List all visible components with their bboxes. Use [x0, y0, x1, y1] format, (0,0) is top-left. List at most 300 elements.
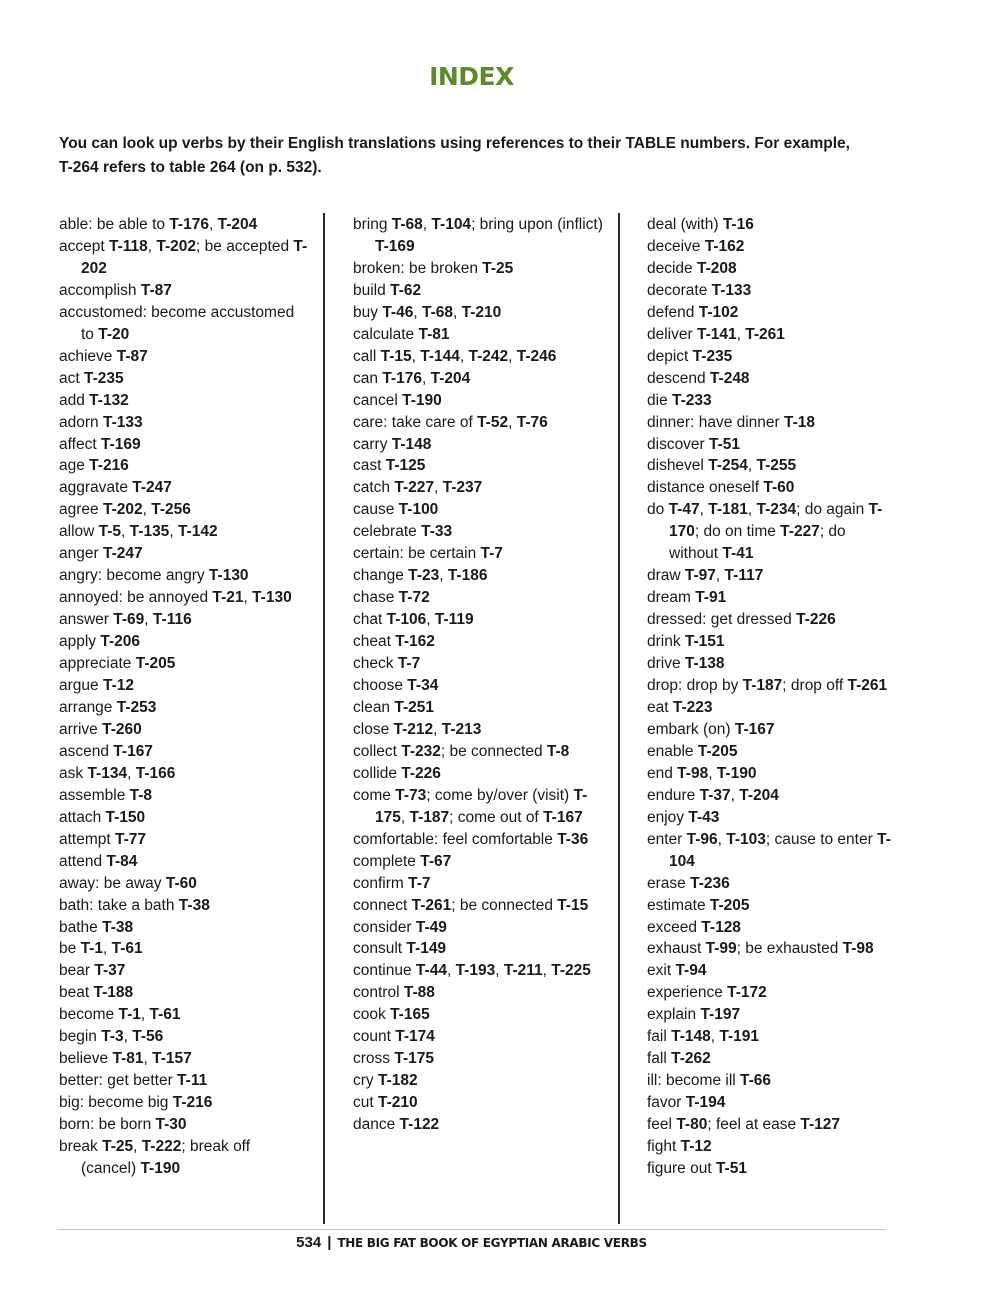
table-reference: T-97	[684, 567, 716, 585]
entry-text: born: be born	[59, 1116, 156, 1134]
index-entry	[353, 368, 603, 390]
table-reference: T-7	[408, 874, 431, 892]
table-reference: T-202	[81, 237, 308, 277]
table-reference: T-106	[386, 611, 427, 629]
index-entry	[59, 543, 309, 565]
entry-text: dishevel	[647, 457, 709, 475]
table-reference: T-76	[516, 413, 548, 431]
entry-text: ; be exhausted	[736, 940, 843, 958]
index-entry	[59, 675, 309, 697]
entry-text: age	[59, 457, 90, 475]
footer-separator: |	[327, 1234, 332, 1251]
entry-text: attach	[59, 808, 106, 826]
entry-text: exhaust	[647, 940, 706, 958]
table-reference: T-176	[169, 216, 209, 233]
index-entry	[647, 587, 897, 609]
entry-text: ,	[730, 786, 740, 804]
table-reference: T-12	[102, 677, 134, 695]
table-reference: T-261	[411, 896, 452, 914]
index-entry	[59, 719, 309, 741]
entry-text: enable	[647, 742, 698, 760]
table-reference: T-52	[477, 413, 509, 431]
entry-text: consider	[353, 918, 416, 936]
table-reference: T-174	[395, 1028, 435, 1046]
index-entry	[59, 346, 309, 368]
index-entry	[647, 1026, 897, 1048]
table-reference: T-204	[217, 216, 258, 233]
table-reference: T-47	[668, 501, 700, 519]
table-reference: T-77	[115, 830, 147, 848]
index-entry	[647, 390, 897, 412]
entry-text: collect	[353, 742, 402, 760]
entry-text: attend	[59, 852, 107, 870]
entry-text: ,	[142, 501, 152, 519]
index-entry	[647, 236, 897, 258]
entry-text: ,	[433, 720, 442, 738]
entry-text: beat	[59, 984, 94, 1002]
entry-text: big: become big	[59, 1094, 173, 1112]
index-entry	[59, 873, 309, 895]
entry-text: exit	[647, 962, 676, 980]
index-entry	[647, 258, 897, 280]
table-reference: T-253	[116, 698, 157, 716]
table-reference: T-104	[431, 216, 472, 233]
index-entry	[59, 653, 309, 675]
table-reference: T-134	[87, 764, 128, 782]
index-entry	[353, 631, 603, 653]
entry-text: connect	[353, 896, 412, 914]
entry-text: ; bring upon (inflict)	[471, 216, 603, 233]
table-reference: T-162	[704, 237, 745, 255]
entry-text: annoyed: be annoyed	[59, 589, 213, 607]
entry-text: dance	[353, 1116, 400, 1134]
page-footer	[0, 1234, 943, 1251]
entry-text: end	[647, 764, 678, 782]
entry-text: do	[647, 501, 669, 519]
entry-text: ,	[736, 325, 746, 343]
entry-text: care: take care of	[353, 413, 478, 431]
table-reference: T-56	[132, 1028, 164, 1046]
table-reference: T-237	[442, 479, 483, 497]
index-entry	[59, 982, 309, 1004]
entry-text: count	[353, 1028, 396, 1046]
table-reference: T-141	[696, 325, 737, 343]
table-reference: T-256	[151, 501, 191, 519]
entry-text: cry	[353, 1072, 378, 1090]
entry-text: ,	[411, 347, 421, 365]
table-reference: T-80	[676, 1116, 708, 1134]
index-entry	[353, 346, 603, 368]
index-entry	[59, 236, 309, 280]
entry-text: close	[353, 720, 394, 738]
entry-text: cheat	[353, 633, 396, 651]
entry-text: ; be connected	[451, 896, 558, 914]
index-entry	[353, 938, 603, 960]
entry-text: ,	[452, 303, 462, 321]
index-entry	[647, 631, 897, 653]
table-reference: T-138	[684, 655, 725, 673]
table-reference: T-222	[141, 1138, 182, 1156]
table-reference: T-96	[686, 830, 718, 848]
index-entry	[647, 785, 897, 807]
table-reference: T-102	[698, 303, 739, 321]
table-reference: T-127	[800, 1116, 841, 1134]
table-reference: T-149	[406, 940, 447, 958]
table-reference: T-41	[722, 545, 754, 563]
table-reference: T-204	[430, 369, 471, 387]
index-entry	[353, 390, 603, 412]
index-entry	[647, 719, 897, 741]
entry-text: change	[353, 567, 409, 585]
table-reference: T-150	[105, 808, 146, 826]
entry-text: aggravate	[59, 479, 133, 497]
entry-text: ,	[426, 611, 435, 629]
index-entry	[353, 565, 603, 587]
table-reference: T-205	[697, 742, 738, 760]
table-reference: T-8	[129, 786, 153, 804]
table-reference: T-190	[716, 764, 757, 782]
table-reference: T-118	[108, 237, 148, 255]
index-entry	[59, 917, 309, 939]
table-reference: T-66	[740, 1072, 772, 1090]
index-entry	[59, 763, 309, 785]
table-reference: T-38	[178, 896, 210, 914]
table-reference: T-202	[156, 237, 197, 255]
entry-text: break	[59, 1138, 103, 1156]
index-entry	[647, 1136, 897, 1158]
index-entry	[59, 829, 309, 851]
table-reference: T-193	[455, 962, 496, 980]
table-reference: T-151	[684, 633, 725, 651]
entry-text: ; feel at ease	[707, 1116, 801, 1134]
table-reference: T-227	[780, 523, 820, 541]
table-reference: T-60	[165, 874, 197, 892]
table-reference: T-36	[557, 830, 589, 848]
table-reference: T-49	[415, 918, 447, 936]
entry-text: ,	[508, 347, 517, 365]
entry-text: ; cause to enter	[765, 830, 878, 848]
entry-text: check	[353, 655, 398, 673]
entry-text: erase	[647, 874, 691, 892]
index-entry	[647, 346, 897, 368]
table-reference: T-104	[669, 830, 891, 870]
index-entry	[353, 280, 603, 302]
entry-text: ,	[133, 1138, 142, 1156]
index-entry	[647, 477, 897, 499]
entry-text: can	[353, 369, 383, 387]
table-reference: T-205	[135, 655, 176, 673]
index-entry	[647, 653, 897, 675]
table-reference: T-62	[390, 281, 422, 299]
table-reference: T-162	[395, 633, 435, 651]
index-entry	[59, 1026, 309, 1048]
entry-text: achieve	[59, 347, 117, 365]
entry-text: drop: drop by	[647, 677, 743, 695]
index-entry	[59, 434, 309, 456]
entry-text: better: get better	[59, 1072, 178, 1090]
table-reference: T-261	[745, 325, 785, 343]
entry-text: accomplish	[59, 281, 141, 299]
entry-text: ,	[747, 457, 757, 475]
table-reference: T-248	[709, 369, 750, 387]
index-entry	[647, 609, 897, 631]
index-entry	[59, 214, 309, 236]
entry-text: arrive	[59, 720, 103, 738]
table-reference: T-119	[434, 611, 474, 629]
index-entry	[59, 851, 309, 873]
index-entry	[353, 477, 603, 499]
entry-text: accept	[59, 237, 109, 255]
entry-text: ; come by/over (visit)	[426, 786, 574, 804]
entry-text: distance oneself	[647, 479, 764, 497]
entry-text: ask	[59, 764, 88, 782]
entry-text: bath: take a bath	[59, 896, 179, 914]
entry-text: anger	[59, 545, 103, 563]
entry-text: ; be connected	[440, 742, 547, 760]
index-entry	[59, 280, 309, 302]
entry-text: die	[647, 391, 672, 409]
entry-text: ,	[147, 237, 157, 255]
entry-text: carry	[353, 435, 392, 453]
table-reference: T-135	[129, 523, 170, 541]
table-reference: T-157	[152, 1050, 192, 1068]
entry-text: ,	[169, 523, 178, 541]
index-entry	[353, 587, 603, 609]
table-reference: T-69	[113, 611, 145, 629]
table-reference: T-8	[546, 742, 570, 760]
entry-text: celebrate	[353, 523, 422, 541]
entry-text: come	[353, 786, 396, 804]
column-divider	[323, 213, 325, 1224]
entry-text: cut	[353, 1094, 378, 1112]
entry-text: explain	[647, 1006, 701, 1024]
index-entry	[353, 258, 603, 280]
index-entry	[353, 499, 603, 521]
entry-text: ,	[542, 962, 552, 980]
entry-text: experience	[647, 984, 728, 1002]
table-reference: T-103	[726, 830, 766, 848]
entry-text: ,	[508, 413, 517, 431]
entry-text: ,	[710, 1028, 720, 1046]
index-entry	[353, 412, 603, 434]
entry-text: ,	[717, 830, 727, 848]
entry-text: control	[353, 984, 404, 1002]
index-entry	[353, 829, 603, 851]
table-reference: T-232	[401, 742, 441, 760]
entry-text: estimate	[647, 896, 710, 914]
entry-text: ; be accepted	[196, 237, 294, 255]
index-entry	[353, 324, 603, 346]
table-reference: T-247	[132, 479, 172, 497]
index-entry	[647, 807, 897, 829]
table-reference: T-1	[80, 940, 103, 958]
table-reference: T-235	[692, 347, 733, 365]
entry-text: ,	[121, 523, 130, 541]
index-entry	[353, 895, 603, 917]
entry-text: bear	[59, 962, 95, 980]
entry-text: ,	[243, 589, 253, 607]
index-entry	[353, 982, 603, 1004]
table-reference: T-88	[403, 984, 435, 1002]
entry-text: ,	[422, 216, 432, 233]
entry-text: cook	[353, 1006, 391, 1024]
table-reference: T-98	[677, 764, 709, 782]
entry-text: become	[59, 1006, 119, 1024]
entry-text: endure	[647, 786, 700, 804]
index-entry	[353, 785, 603, 829]
entry-text: comfortable: feel comfortable	[353, 830, 558, 848]
entry-text: choose	[353, 677, 408, 695]
entry-text: ,	[715, 567, 725, 585]
table-reference: T-100	[398, 501, 439, 519]
table-reference: T-148	[391, 435, 432, 453]
table-reference: T-68	[391, 216, 423, 233]
entry-text: argue	[59, 677, 103, 695]
table-reference: T-205	[709, 896, 750, 914]
table-reference: T-44	[415, 962, 447, 980]
table-reference: T-11	[177, 1072, 208, 1090]
table-reference: T-187	[409, 808, 450, 826]
index-entry	[647, 499, 897, 565]
intro-paragraph: You can look up verbs by their English translations using references to their TABLE numbers. For example, T-264 refers to table 264 (on p. 532).	[59, 135, 850, 176]
table-reference: T-67	[420, 852, 452, 870]
index-entry	[353, 960, 603, 982]
index-entry	[353, 1048, 603, 1070]
table-reference: T-235	[83, 369, 124, 387]
table-reference: T-37	[94, 962, 126, 980]
index-entry	[59, 1004, 309, 1026]
footer-rule	[57, 1229, 886, 1230]
table-reference: T-94	[675, 962, 707, 980]
index-entry	[647, 214, 897, 236]
entry-text: broken: be broken	[353, 259, 483, 277]
entry-text: allow	[59, 523, 99, 541]
index-entry	[353, 917, 603, 939]
index-entry	[647, 324, 897, 346]
table-reference: T-187	[742, 677, 783, 695]
entry-text: cancel	[353, 391, 403, 409]
table-reference: T-188	[93, 984, 134, 1002]
entry-text: begin	[59, 1028, 102, 1046]
table-reference: T-227	[394, 479, 434, 497]
entry-text: dream	[647, 589, 696, 607]
table-reference: T-212	[393, 720, 434, 738]
entry-text: enjoy	[647, 808, 689, 826]
table-reference: T-133	[102, 413, 143, 431]
entry-text: bring	[353, 216, 392, 233]
table-reference: T-12	[680, 1138, 712, 1156]
entry-text: attempt	[59, 830, 115, 848]
entry-text: ,	[123, 1028, 133, 1046]
table-reference: T-167	[734, 720, 775, 738]
index-entry	[353, 543, 603, 565]
table-reference: T-254	[708, 457, 748, 475]
index-entry	[59, 455, 309, 477]
entry-text: enter	[647, 830, 687, 848]
entry-text: deceive	[647, 237, 705, 255]
table-reference: T-148	[671, 1028, 711, 1046]
table-reference: T-251	[394, 698, 435, 716]
index-entry	[59, 697, 309, 719]
entry-text: adorn	[59, 413, 103, 431]
table-reference: T-242	[468, 347, 509, 365]
table-reference: T-190	[402, 391, 442, 409]
index-column-3	[647, 214, 897, 1180]
entry-text: cross	[353, 1050, 395, 1068]
page-title: INDEX	[429, 62, 514, 91]
index-entry	[647, 895, 897, 917]
index-entry	[647, 1114, 897, 1136]
table-reference: T-176	[382, 369, 422, 387]
entry-text: ,	[434, 479, 443, 497]
table-reference: T-260	[102, 720, 142, 738]
page-number: 534	[296, 1234, 322, 1251]
table-reference: T-16	[722, 216, 754, 233]
entry-text: away: be away	[59, 874, 166, 892]
entry-text: angry: become angry	[59, 567, 209, 585]
entry-text: feel	[647, 1116, 677, 1134]
table-reference: T-181	[708, 501, 748, 519]
table-reference: T-182	[377, 1072, 418, 1090]
entry-text: certain: be certain	[353, 545, 481, 563]
index-entry	[59, 565, 309, 587]
index-entry	[59, 477, 309, 499]
entry-text: call	[353, 347, 381, 365]
index-entry	[59, 390, 309, 412]
entry-text: depict	[647, 347, 693, 365]
index-entry	[647, 412, 897, 434]
entry-text: buy	[353, 303, 383, 321]
index-column-1	[59, 214, 309, 1180]
index-entry	[353, 873, 603, 895]
index-entry	[353, 851, 603, 873]
table-reference: T-247	[102, 545, 143, 563]
table-reference: T-5	[98, 523, 122, 541]
entry-text: agree	[59, 501, 103, 519]
entry-text: be	[59, 940, 81, 958]
index-entry	[59, 587, 309, 609]
index-entry	[647, 1070, 897, 1092]
index-entry	[353, 741, 603, 763]
index-entry	[353, 434, 603, 456]
index-entry	[353, 1026, 603, 1048]
table-reference: T-98	[842, 940, 874, 958]
entry-text: dressed: get dressed	[647, 611, 797, 629]
entry-text: exceed	[647, 918, 702, 936]
table-reference: T-117	[724, 567, 764, 585]
entry-text: discover	[647, 435, 710, 453]
index-entry	[59, 521, 309, 543]
index-entry	[59, 609, 309, 631]
index-entry	[647, 434, 897, 456]
table-reference: T-7	[480, 545, 503, 563]
index-entry	[647, 1048, 897, 1070]
index-entry	[59, 412, 309, 434]
table-reference: T-68	[421, 303, 453, 321]
table-reference: T-130	[208, 567, 249, 585]
table-reference: T-132	[89, 391, 129, 409]
index-entry	[647, 675, 897, 697]
entry-text: ; do on time	[694, 523, 781, 541]
entry-text: ,	[400, 808, 410, 826]
index-entry	[647, 455, 897, 477]
entry-text: arrange	[59, 698, 117, 716]
entry-text: ,	[459, 347, 469, 365]
table-reference: T-61	[149, 1006, 181, 1024]
index-entry	[647, 280, 897, 302]
entry-text: ; do without	[669, 523, 846, 563]
table-reference: T-186	[447, 567, 488, 585]
